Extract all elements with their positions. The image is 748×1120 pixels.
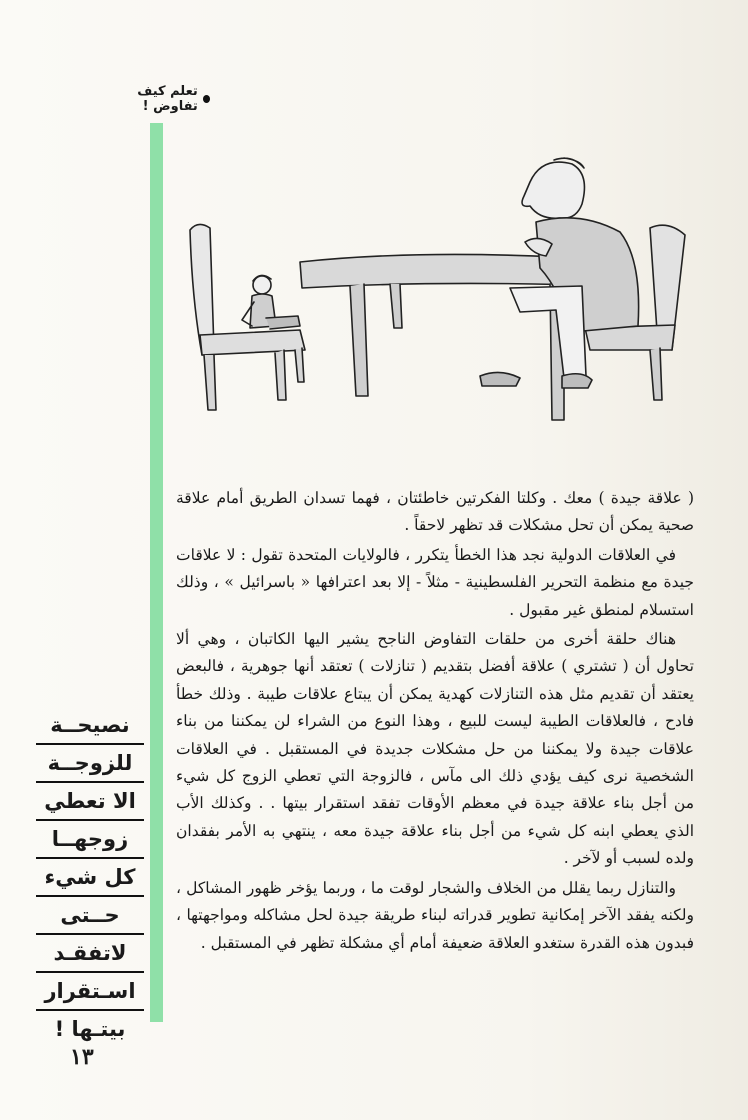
- advice-line: حــتى: [60, 903, 120, 927]
- advice-line: كل شيء: [44, 865, 136, 889]
- big-man-hands: [525, 238, 552, 256]
- left-chair-leg: [275, 350, 286, 400]
- table-leg: [350, 284, 368, 396]
- header-title: تعلم كيف تفاوض !: [137, 84, 198, 114]
- small-man-legs: [266, 316, 300, 329]
- negotiation-cartoon: [180, 150, 700, 440]
- right-chair-leg: [650, 348, 662, 400]
- accent-bar: [150, 123, 163, 1022]
- big-man-shoe: [480, 372, 520, 386]
- left-chair-seat: [200, 330, 305, 355]
- advice-box: [32, 707, 148, 1047]
- left-chair-leg: [295, 348, 304, 382]
- advice-line: لاتفقـد: [53, 941, 127, 965]
- big-man-head: [522, 162, 584, 218]
- advice-line: اسـتقرار: [44, 979, 136, 1003]
- left-chair-leg: [204, 355, 216, 410]
- running-header: [90, 84, 210, 114]
- article-body: [176, 485, 694, 959]
- advice-line: نصيحــة: [50, 713, 130, 737]
- page-number: ١٣: [70, 1044, 94, 1070]
- advice-line: الا تعطي: [44, 789, 136, 813]
- advice-line: للزوجــة: [47, 751, 133, 775]
- paragraph: في العلاقات الدولية نجد هذا الخطأ يتكرر ، فالولايات المتحدة تقول : لا علاقات جيدة مع منظمة التحرير الفلسطينية - مثلاً - إلا بعد اعترافها « باسرائيل » ، وذلك استسلام لمنطق غير مقبول .: [176, 545, 694, 619]
- big-man-legs: [510, 286, 586, 378]
- paragraph: ( علاقة جيدة ) معك . وكلتا الفكرتين خاطئتان ، فهما تسدان الطريق أمام علاقة صحية يمكن أن تحل مشكلات قد تظهر لاحقاً .: [176, 489, 694, 535]
- advice-line: بيتـها !: [54, 1017, 126, 1041]
- table-leg: [390, 284, 402, 328]
- paragraph: هناك حلقة أخرى من حلقات التفاوض الناجح يشير اليها الكاتبان ، وهي ألا تحاول أن ( تشتري ) علاقة أفضل بتقديم ( تنازلات ) تعتقد أنها جوهرية ، فالبعض يعتقد أن تقديم مثل هذه التنازلات كهدية يمكن أن يبتاع علاقات طيبة . وذلك خطأ فادح ، فالعلاقات الطيبة ليست للبيع ، وهذا النوع من الشراء لن يمكننا من بناء علاقات جيدة ولا يمكننا من حل مشكلات جديدة في المستقبل . في العلاقات الشخصية نرى كيف يؤدي ذلك الى مآس ، فالزوجة التي تعطي الزوج كل شيء من أجل بناء علاقة جيدة في معظم الأوقات تفقد استقرار بيتها . . وكذلك الأب الذي يعطي ابنه كل شيء من أجل بناء علاقة جيدة معه ، ينتهي به الأمر بفقدان ولده لسبب أو لآخر .: [176, 630, 694, 868]
- advice-line: زوجهــا: [51, 827, 129, 851]
- bullet-icon: [203, 95, 210, 103]
- big-man-shoe: [562, 374, 592, 388]
- paragraph: والتنازل ربما يقلل من الخلاف والشجار لوقت ما ، وربما يؤخر ظهور المشاكل ، ولكنه يفقد الآخر إمكانية تطوير قدراته لبناء طريقة جيدة لحل مشاكله ومواجهتها ، فبدون هذه القدرة ستغدو العلاقة ضعيفة أمام أي مشكلة تظهر في المستقبل .: [176, 878, 694, 952]
